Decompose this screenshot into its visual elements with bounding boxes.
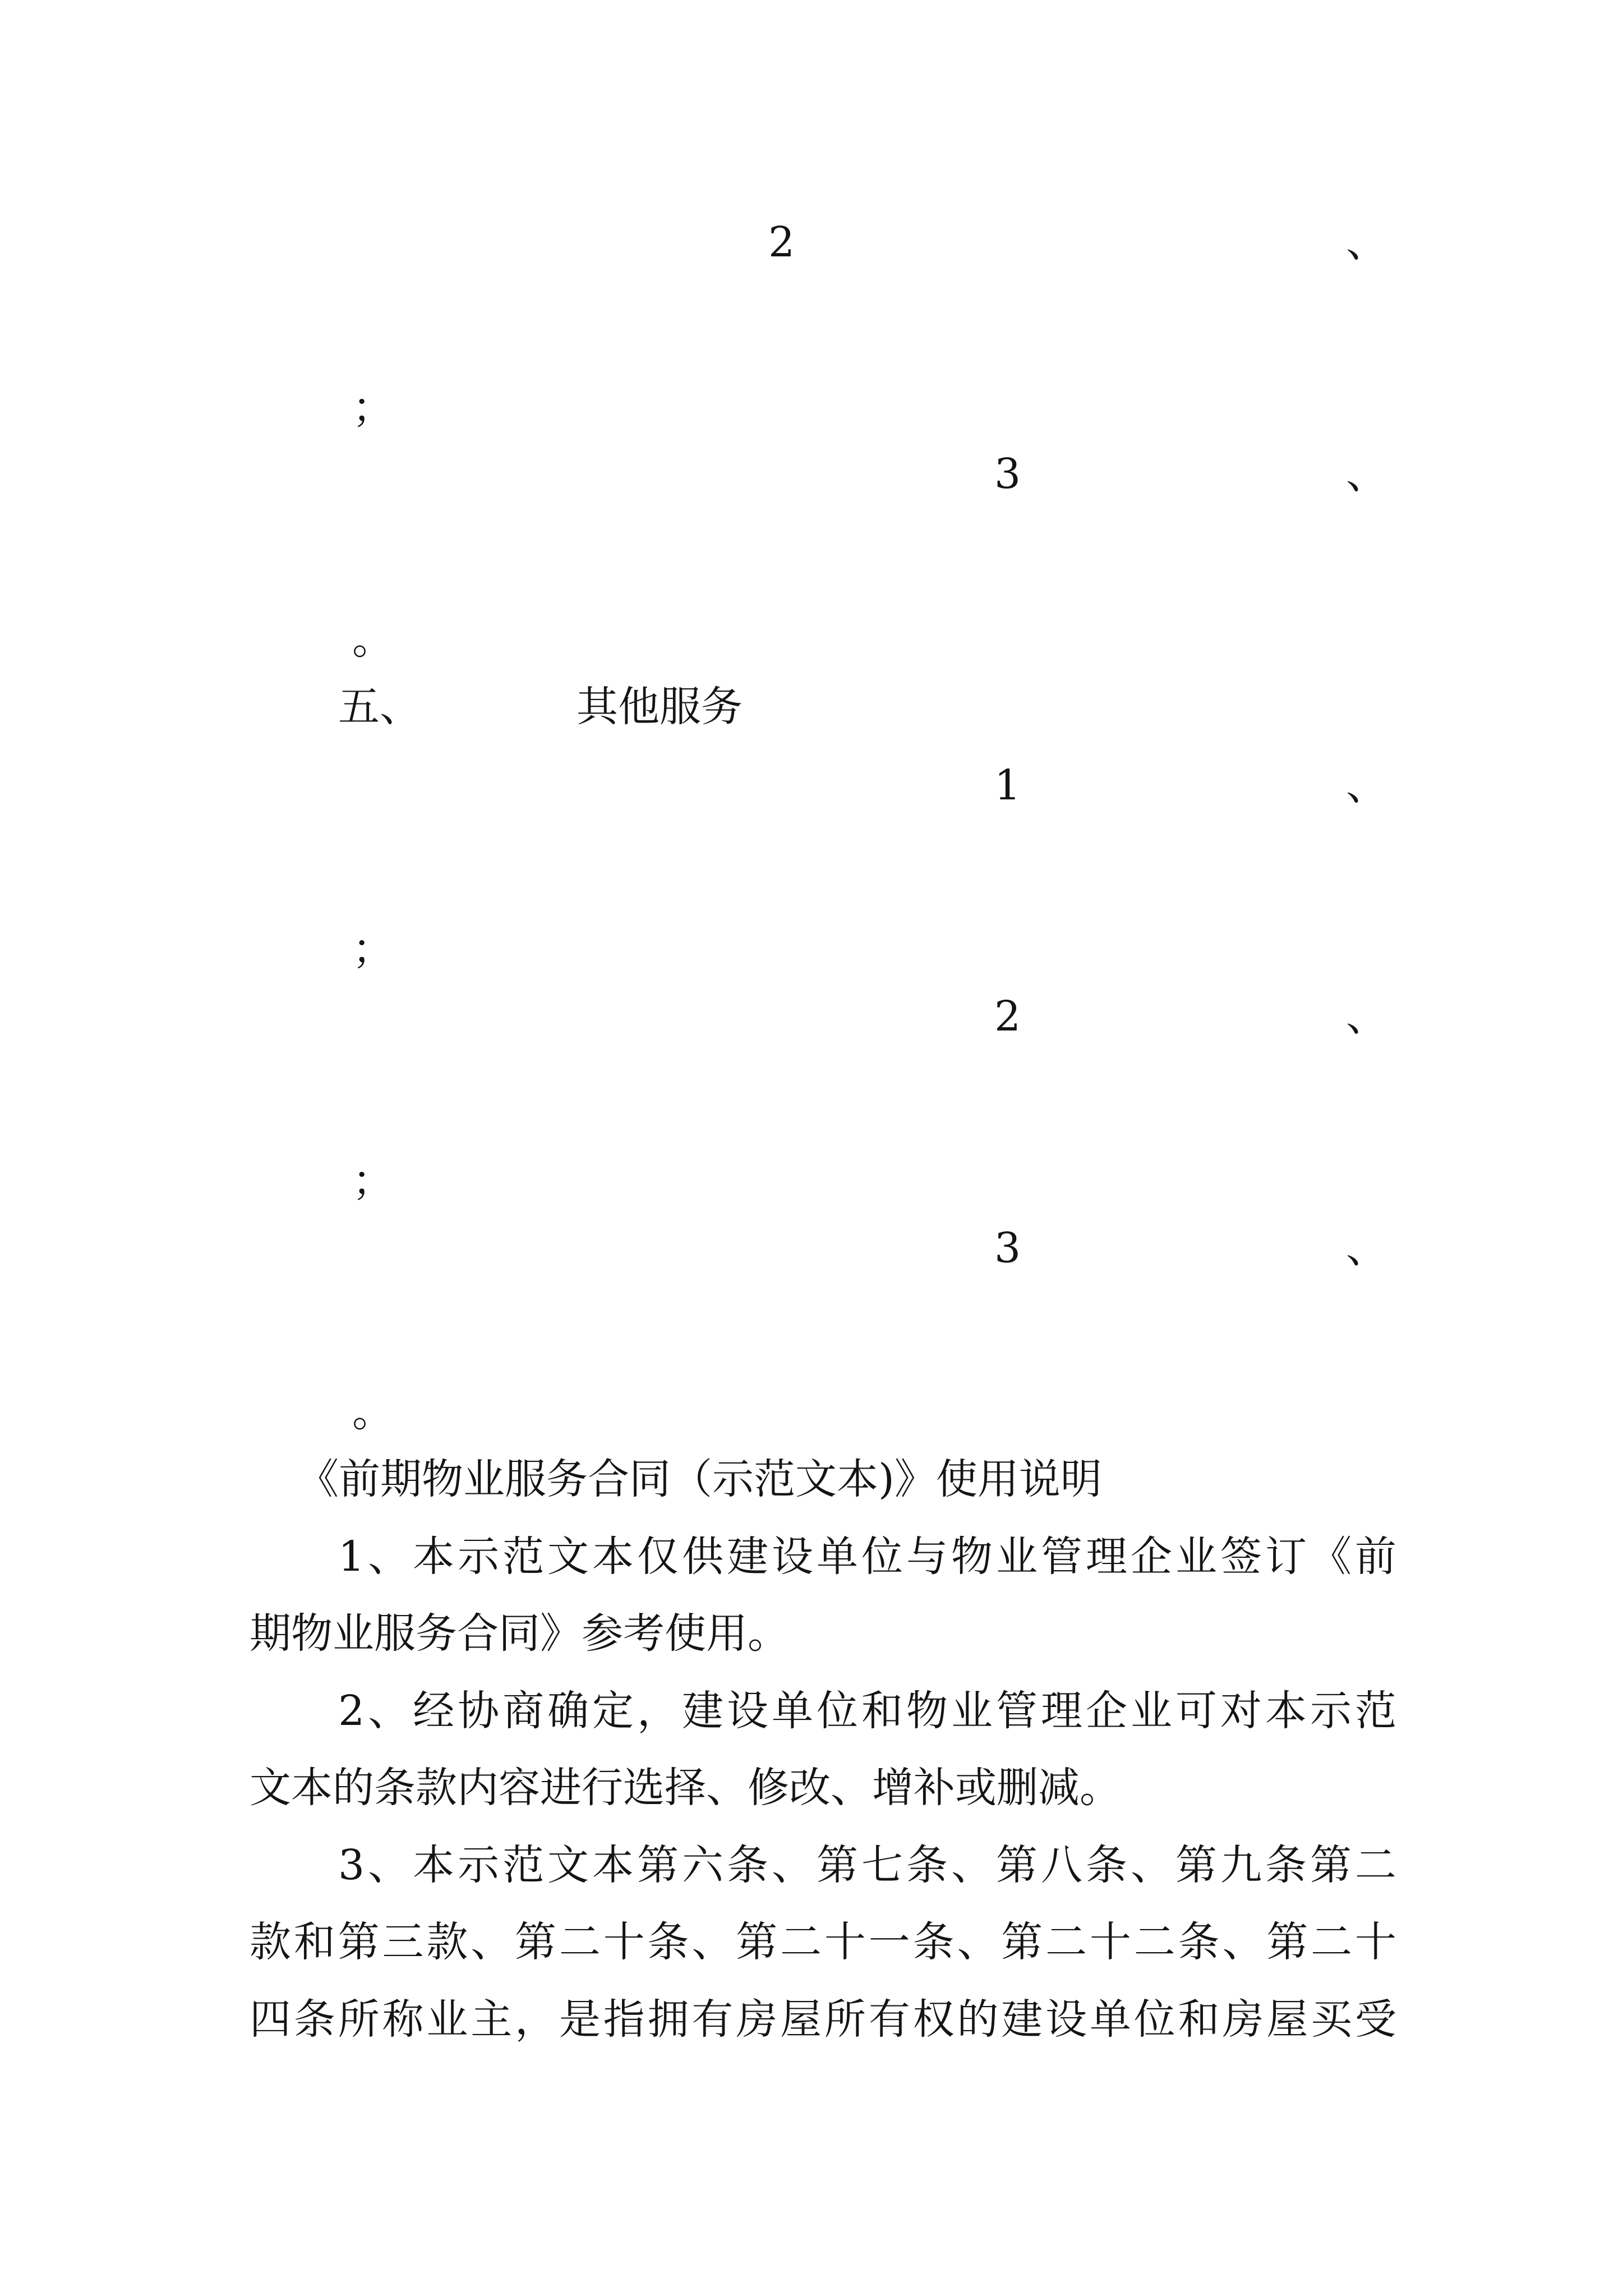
list-item-separator: 、 xyxy=(1346,761,1387,809)
list-item-end-mark: ； xyxy=(352,925,394,973)
list-item-separator: 、 xyxy=(1346,1224,1387,1272)
instruction-1-line-1: 1、本示范文本仅供建设单位与物业管理企业签订《前 xyxy=(338,1533,1396,1581)
instruction-3-line-3: 四条所称业主，是指拥有房屋所有权的建设单位和房屋买受 xyxy=(250,1995,1396,2044)
list-item-number: 3 xyxy=(994,450,1021,498)
list-item-end-mark: ； xyxy=(352,1157,394,1205)
list-item-end-mark: ； xyxy=(352,384,394,432)
list-item-number: 2 xyxy=(994,992,1021,1041)
instruction-3-line-2: 款和第三款、第二十条、第二十一条、第二十二条、第二十 xyxy=(250,1918,1396,1966)
list-item-end-mark: 。 xyxy=(352,615,394,664)
section-title: 其他服务 xyxy=(577,683,743,731)
list-item-separator: 、 xyxy=(1346,450,1387,498)
list-item-number: 1 xyxy=(994,761,1021,809)
instruction-1-line-2: 期物业服务合同》参考使用。 xyxy=(250,1609,789,1658)
list-item-number: 2 xyxy=(768,218,795,266)
instruction-2-line-2: 文本的条款内容进行选择、修改、增补或删减。 xyxy=(250,1764,1121,1812)
instruction-2-line-1: 2、经协商确定，建设单位和物业管理企业可对本示范 xyxy=(338,1687,1396,1735)
list-item-separator: 、 xyxy=(1346,992,1387,1041)
list-item-separator: 、 xyxy=(1346,218,1387,266)
list-item-end-mark: 。 xyxy=(352,1388,394,1436)
instructions-title: 《前期物业服务合同（示范文本)》使用说明 xyxy=(297,1455,1102,1503)
section-number: 五、 xyxy=(338,683,421,731)
list-item-number: 3 xyxy=(994,1224,1021,1272)
instruction-3-line-1: 3、本示范文本第六条、第七条、第八条、第九条第二 xyxy=(338,1841,1396,1889)
